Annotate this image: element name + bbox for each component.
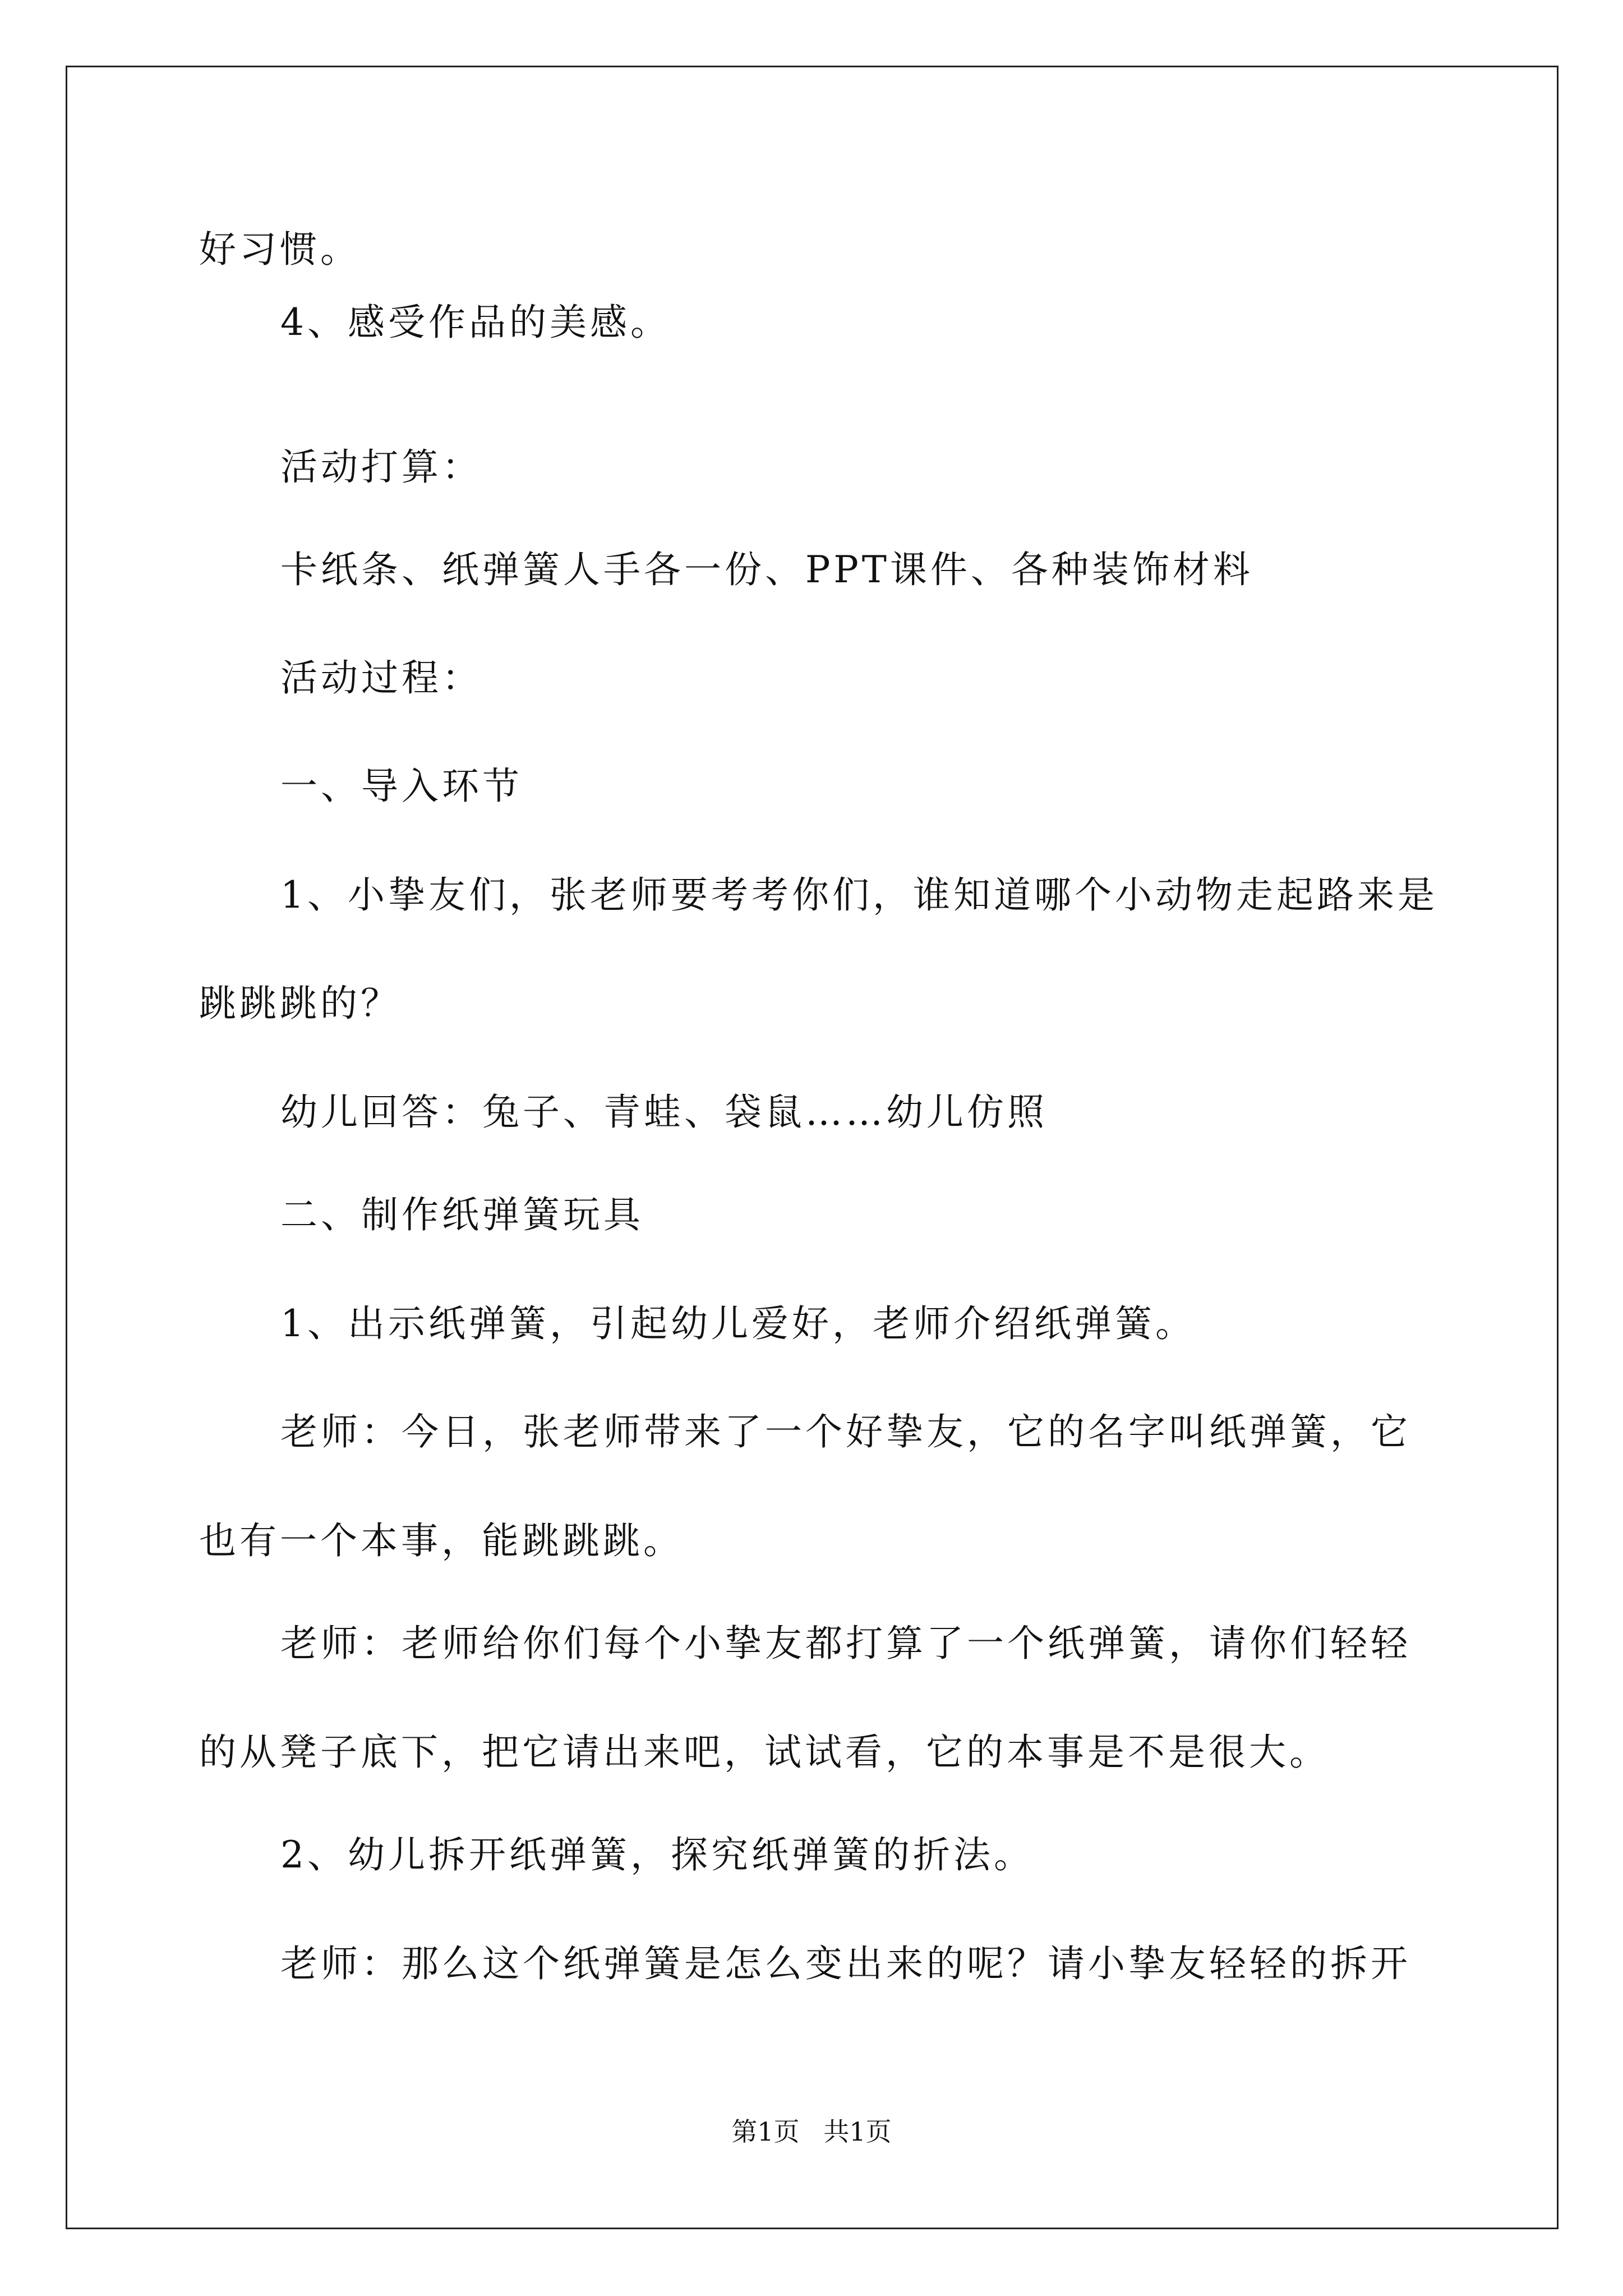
text-line-2: 4、感受作品的美感。 (280, 301, 671, 344)
text-line-teacher-1-cont: 也有一个本事，能跳跳跳。 (199, 1519, 684, 1562)
section-heading-intro: 一、导入环节 (280, 765, 523, 808)
page-number: 第1页 (731, 2116, 800, 2147)
text-line-step2: 2、幼儿拆开纸弹簧，探究纸弹簧的折法。 (280, 1833, 1034, 1876)
text-line-1: 好习惯。 (199, 228, 361, 271)
text-line-question-cont: 跳跳跳的？ (199, 982, 401, 1025)
text-line-step1: 1、出示纸弹簧，引起幼儿爱好，老师介绍纸弹簧。 (280, 1302, 1196, 1345)
text-line-teacher-2: 老师：老师给你们每个小挚友都打算了一个纸弹簧，请你们轻轻 (280, 1622, 1411, 1665)
text-line-question: 1、小挚友们，张老师要考考你们，谁知道哪个小动物走起路来是 (280, 873, 1438, 917)
section-heading-preparation: 活动打算： (280, 445, 482, 489)
page-border (66, 66, 1559, 2229)
text-line-teacher-1: 老师：今日，张老师带来了一个好挚友，它的名字叫纸弹簧，它 (280, 1410, 1411, 1453)
section-heading-making: 二、制作纸弹簧玩具 (280, 1193, 644, 1236)
text-line-teacher-2-cont: 的从凳子底下，把它请出来吧，试试看，它的本事是不是很大。 (199, 1731, 1330, 1774)
text-line-teacher-3: 老师：那么这个纸弹簧是怎么变出来的呢？请小挚友轻轻的拆开 (280, 1942, 1411, 1985)
page-footer (0, 2116, 1623, 2147)
text-line-answer: 幼儿回答：兔子、青蛙、袋鼠……幼儿仿照 (280, 1091, 1048, 1134)
text-line-materials: 卡纸条、纸弹簧人手各一份、PPT课件、各种装饰材料 (280, 548, 1253, 591)
page-total: 共1页 (823, 2116, 892, 2147)
section-heading-process: 活动过程： (280, 656, 482, 700)
